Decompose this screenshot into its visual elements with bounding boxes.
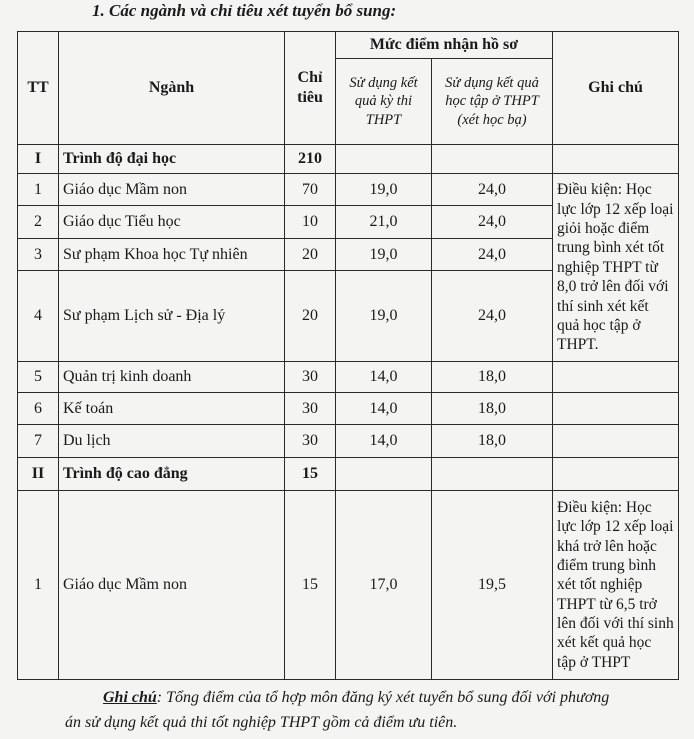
row-quota: 10	[285, 206, 336, 239]
row-thpt: 14,0	[336, 393, 432, 425]
row-name: Giáo dục Mầm non	[59, 491, 285, 680]
row-hocba: 18,0	[432, 425, 553, 458]
row-hocba: 19,5	[432, 491, 553, 680]
header-ghichu: Ghi chú	[553, 32, 679, 145]
row-tt: 5	[18, 362, 59, 393]
row-name: Quản trị kinh doanh	[59, 362, 285, 393]
row-name: Sư phạm Lịch sử - Địa lý	[59, 271, 285, 362]
row-quota: 15	[285, 491, 336, 680]
row-name: Du lịch	[59, 425, 285, 458]
row-hocba: 24,0	[432, 239, 553, 271]
row-name: Sư phạm Khoa học Tự nhiên	[59, 239, 285, 271]
row-hocba: 18,0	[432, 393, 553, 425]
row-tt: 4	[18, 271, 59, 362]
row-tt: 7	[18, 425, 59, 458]
row-thpt: 19,0	[336, 174, 432, 206]
section-row	[18, 458, 679, 491]
table-row	[18, 393, 679, 425]
row-quota: 30	[285, 362, 336, 393]
section-name: Trình độ cao đẳng	[59, 458, 285, 491]
table-row	[18, 425, 679, 458]
row-quota: 30	[285, 425, 336, 458]
row-thpt: 14,0	[336, 362, 432, 393]
section-name: Trình độ đại học	[59, 145, 285, 174]
row-thpt: 19,0	[336, 239, 432, 271]
table-row	[18, 491, 679, 680]
row-tt: 1	[18, 174, 59, 206]
header-row-1	[18, 32, 679, 59]
table-row	[18, 174, 679, 206]
row-name: Kế toán	[59, 393, 285, 425]
row-tt: 3	[18, 239, 59, 271]
footer-line-1: : Tổng điểm của tổ hợp môn đăng ký xét tuyển bổ sung đối với phương	[156, 689, 610, 706]
row-hocba: 24,0	[432, 174, 553, 206]
row-thpt: 14,0	[336, 425, 432, 458]
footer-label: Ghi chú	[103, 689, 157, 706]
row-thpt: 17,0	[336, 491, 432, 680]
header-muc-diem: Mức điểm nhận hồ sơ	[336, 32, 553, 59]
header-nganh: Ngành	[59, 32, 285, 145]
row-quota: 70	[285, 174, 336, 206]
header-chitieu: Chỉ tiêu	[285, 32, 336, 145]
section-tt: II	[18, 458, 59, 491]
row-thpt: 19,0	[336, 271, 432, 362]
admissions-table	[17, 31, 679, 680]
section-row	[18, 145, 679, 174]
row-name: Giáo dục Tiểu học	[59, 206, 285, 239]
row-hocba: 24,0	[432, 206, 553, 239]
row-thpt: 21,0	[336, 206, 432, 239]
footer-note	[17, 686, 678, 736]
row-quota: 20	[285, 271, 336, 362]
row-hocba: 24,0	[432, 271, 553, 362]
row-hocba: 18,0	[432, 362, 553, 393]
section-tt: I	[18, 145, 59, 174]
section-total: 15	[285, 458, 336, 491]
section-total: 210	[285, 145, 336, 174]
row-name: Giáo dục Mầm non	[59, 174, 285, 206]
header-hocba: Sử dụng kết quả học tập ở THPT (xét học bạ)	[432, 59, 553, 145]
row-tt: 1	[18, 491, 59, 680]
header-thpt: Sử dụng kết quả kỳ thi THPT	[336, 59, 432, 145]
header-tt: TT	[18, 32, 59, 145]
footer-line-2: án sử dụng kết quả thi tốt nghiệp THPT gồm cả điểm ưu tiên.	[65, 713, 458, 731]
row-tt: 6	[18, 393, 59, 425]
table-row	[18, 362, 679, 393]
section-note: Điều kiện: Học lực lớp 12 xếp loại khá trở lên hoặc điểm trung bình xét tốt nghiệp THPT từ 6,5 trở lên đối với thí sinh xét kết quả học tập ở THPT	[553, 491, 679, 680]
row-tt: 2	[18, 206, 59, 239]
row-quota: 20	[285, 239, 336, 271]
section-heading: 1. Các ngành và chỉ tiêu xét tuyển bổ sung:	[92, 1, 397, 20]
section-note: Điều kiện: Học lực lớp 12 xếp loại giỏi hoặc điểm trung bình xét tốt nghiệp THPT từ 8,0 trở lên đối với thí sinh xét kết quả học tập ở THPT.	[553, 174, 679, 362]
row-quota: 30	[285, 393, 336, 425]
